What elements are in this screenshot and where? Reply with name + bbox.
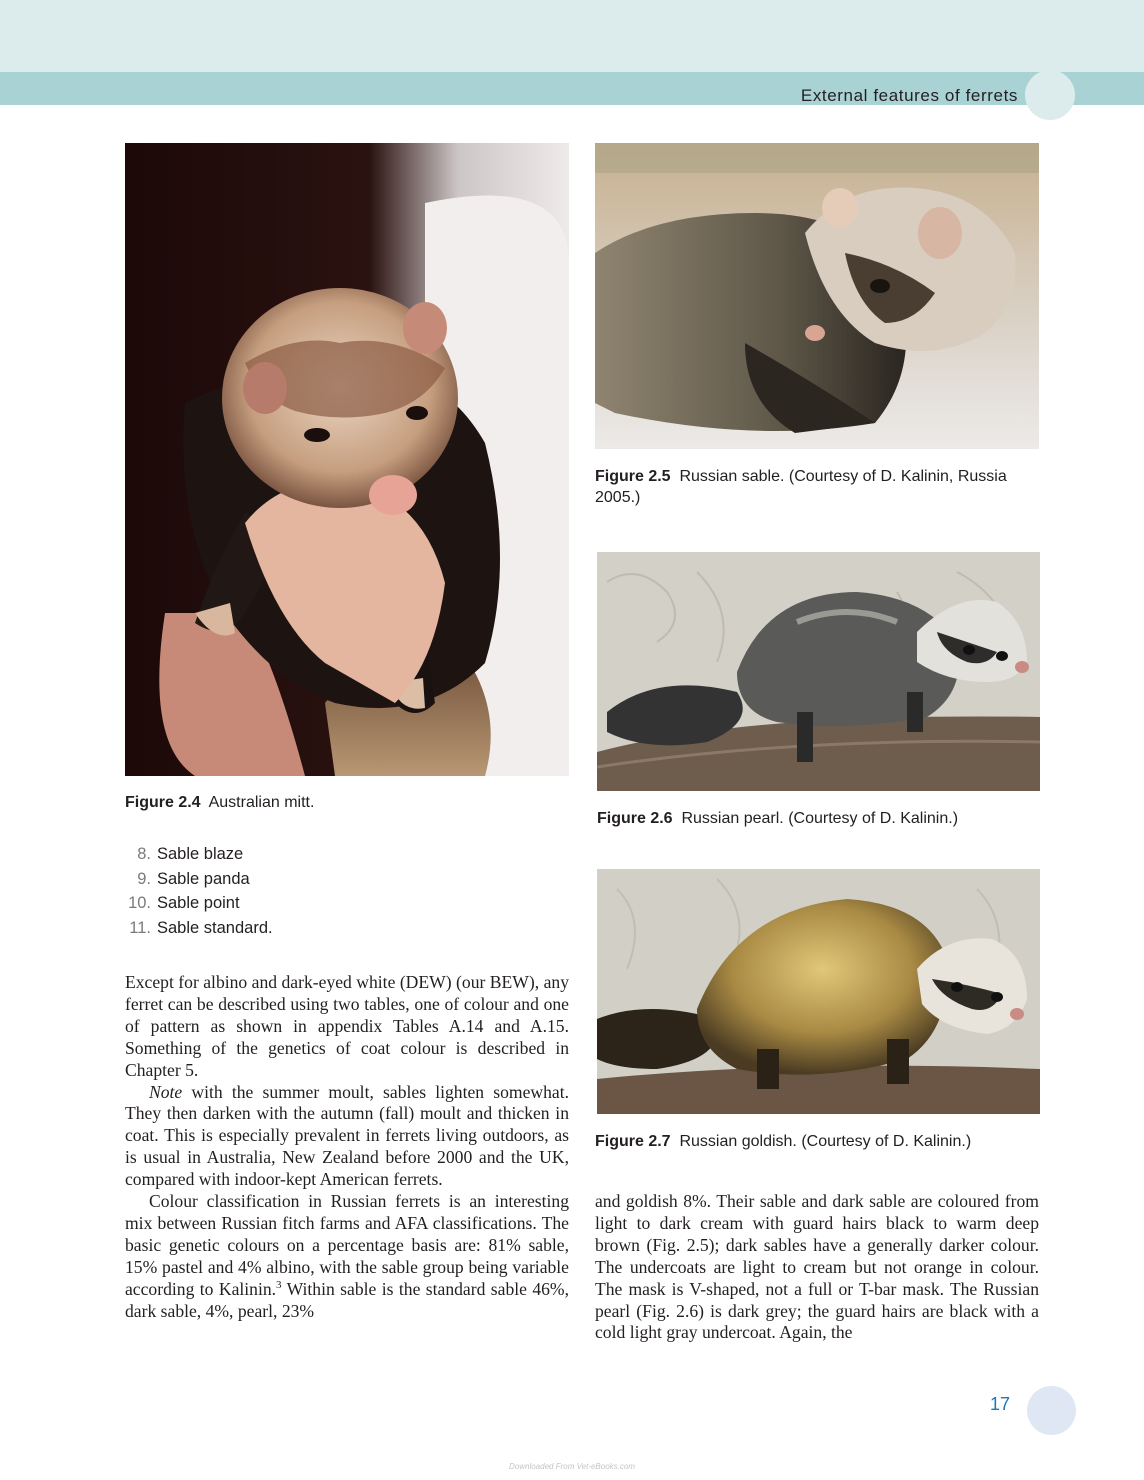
- body-paragraph-text: with the summer moult, sables lighten somewhat. They then darken with the autumn (fall) moult and thicken in coat. This is especially prevalent in ferrets living outdoors, as is usual in Australia, New Zealand before 2000 and the UK, compared with indoor-kept American ferrets.: [125, 1081, 569, 1190]
- figure-2-6-text: Russian pearl. (Courtesy of D. Kalinin.): [681, 810, 959, 827]
- body-text-right: [595, 1191, 1039, 1344]
- list-item-text: Sable blaze: [157, 845, 244, 863]
- list-item-number: 9.: [137, 869, 151, 888]
- figure-2-7-caption: [595, 1131, 1039, 1152]
- figure-2-4-text: Australian mitt.: [208, 794, 315, 811]
- body-paragraph: and goldish 8%. Their sable and dark sable are coloured from light to dark cream with guard hairs black to warm deep brown (Fig. 2.5); dark sables have a generally darker colour. The undercoats are light to cream but not orange in colour. The mask is V-shaped, not a full or T-bar mask. The Russian pearl (Fig. 2.6) is dark grey; the guard hairs are black with a cold light gray undercoat. Again, the: [595, 1191, 1039, 1343]
- list-item: [125, 891, 565, 916]
- page-number: 17: [990, 1394, 1011, 1414]
- figure-2-4-label: Figure 2.4: [125, 794, 201, 811]
- list-item: [125, 867, 565, 892]
- body-paragraph: [125, 1082, 569, 1192]
- note-emphasis: Note: [149, 1081, 183, 1102]
- list-item: [125, 916, 565, 941]
- body-paragraph: [125, 1191, 569, 1322]
- body-paragraph-text: Colour classification in Russian ferrets is an interesting mix between Russian fitch farms and AFA classifications. The basic genetic colours on a percentage basis are: 81% sable, 15% pastel and 4% albino, with the sable group being variable according to Kalinin.: [125, 1191, 569, 1299]
- figure-2-5-label: Figure 2.5: [595, 468, 671, 485]
- body-paragraph-text: Within sable is the standard sable 46%, dark sable, 4%, pearl, 23%: [125, 1278, 569, 1321]
- figure-2-6-photo: [597, 552, 1040, 791]
- figure-2-4-caption: [125, 792, 565, 813]
- list-item: [125, 842, 565, 867]
- download-note: Downloaded From Vet-eBooks.com: [509, 1462, 635, 1471]
- top-band: [0, 0, 1144, 72]
- body-paragraph: Except for albino and dark-eyed white (DEW) (our BEW), any ferret can be described using two tables, one of colour and one of pattern as shown in appendix Tables A.14 and A.15. Something of the genetics of coat colour is described in Chapter 5.: [125, 972, 569, 1080]
- list-item-number: 8.: [137, 845, 151, 863]
- figure-2-5-text: Russian sable. (Courtesy of D. Kalinin, Russia 2005.): [595, 468, 1007, 506]
- figure-2-6-label: Figure 2.6: [597, 810, 673, 827]
- running-head: External features of ferrets: [800, 86, 1018, 105]
- colour-pattern-list: [125, 842, 565, 941]
- list-item-text: Sable panda: [157, 869, 250, 888]
- list-item-text: Sable point: [157, 894, 240, 913]
- figure-2-7-photo: [597, 869, 1040, 1114]
- figure-2-7-label: Figure 2.7: [595, 1133, 671, 1150]
- list-item-number: 10.: [128, 894, 151, 913]
- figure-2-6-caption: [597, 808, 1040, 829]
- list-item-number: 11.: [129, 919, 151, 938]
- figure-2-7-text: Russian goldish. (Courtesy of D. Kalinin.): [679, 1133, 972, 1150]
- header-circle: [1025, 70, 1075, 120]
- reference-superscript: 3: [276, 1278, 282, 1291]
- body-text-left: [125, 972, 569, 1323]
- list-item-text: Sable standard.: [157, 919, 273, 938]
- figure-2-5-caption: [595, 466, 1039, 508]
- figure-2-4-photo: [125, 143, 569, 776]
- page-number-circle: [1027, 1386, 1076, 1435]
- figure-2-5-photo: [595, 143, 1039, 449]
